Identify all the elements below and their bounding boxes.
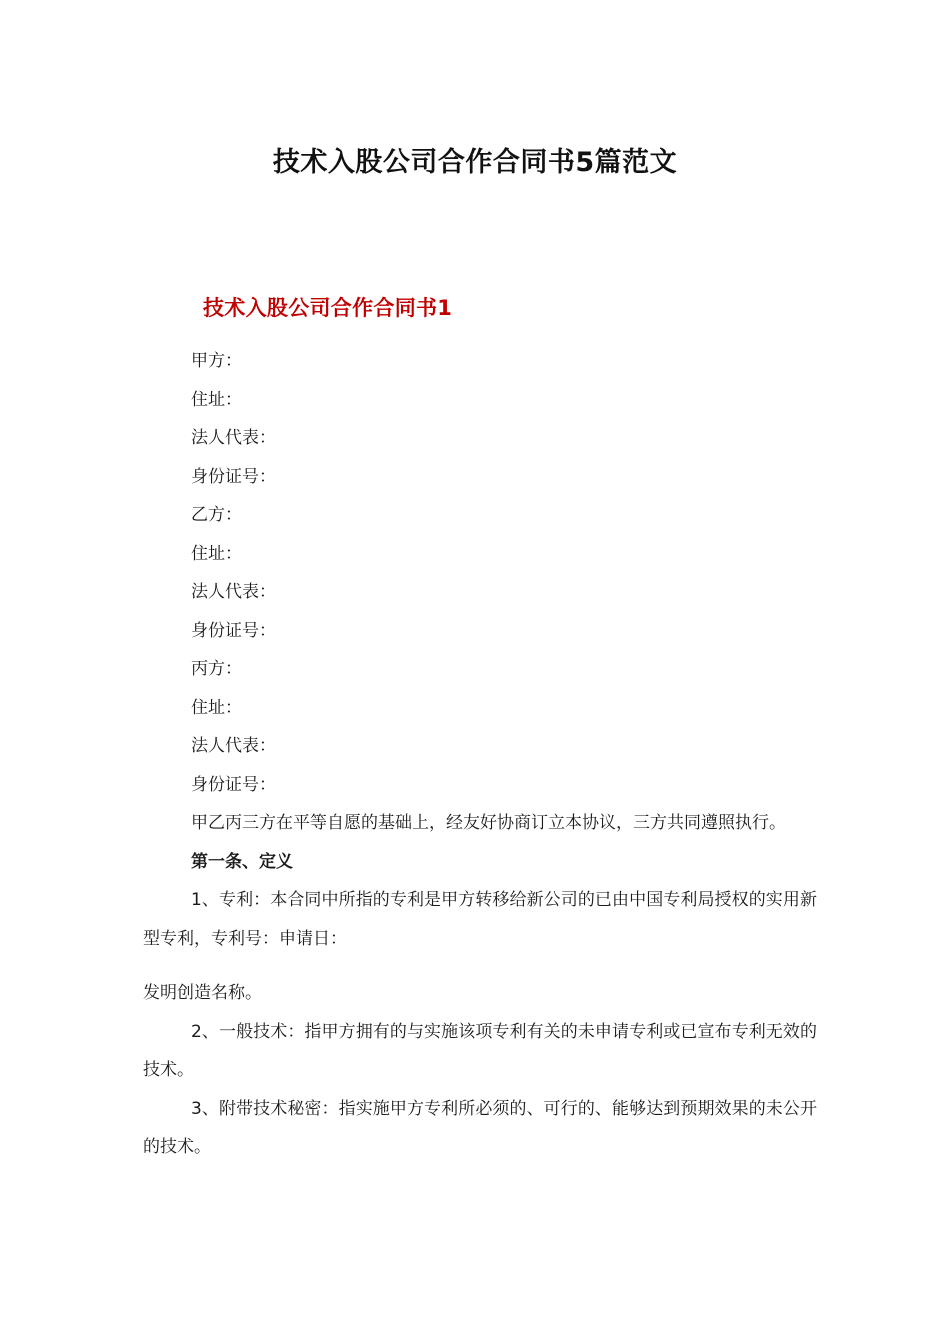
party-c-id-label: 身份证号：	[191, 774, 276, 795]
party-b-label: 乙方：	[191, 505, 242, 525]
document-title: 技术入股公司合作合同书5篇范文	[272, 147, 678, 178]
paragraph-spacer	[143, 958, 817, 974]
party-a-id-label: 身份证号：	[191, 466, 276, 487]
clause-1-continuation: 发明创造名称。	[143, 983, 262, 1003]
clause-3-paragraph: 3、附带技术秘密：指实施甲方专利所必须的、可行的、能够达到预期效果的未公开的技术。	[143, 1098, 817, 1157]
party-b-representative-label: 法人代表：	[191, 582, 276, 602]
party-b-address-label: 住址：	[191, 543, 242, 564]
contract-body	[143, 342, 817, 1167]
party-c-representative-label: 法人代表：	[191, 736, 276, 756]
article-1-heading: 第一条、定义	[191, 851, 293, 872]
section-title: 技术入股公司合作合同书1	[203, 296, 453, 320]
party-a-address-label: 住址：	[191, 389, 242, 410]
intro-paragraph: 甲乙丙三方在平等自愿的基础上，经友好协商订立本协议，三方共同遵照执行。	[191, 813, 786, 833]
party-a-label: 甲方：	[191, 351, 242, 371]
clause-1-paragraph: 1、专利：本合同中所指的专利是甲方转移给新公司的已由中国专利局授权的实用新型专利，专利号：申请日：	[143, 890, 817, 949]
party-c-address-label: 住址：	[191, 697, 242, 718]
clause-2-paragraph: 2、一般技术：指甲方拥有的与实施该项专利有关的未申请专利或已宣布专利无效的技术。	[143, 1021, 817, 1080]
party-a-representative-label: 法人代表：	[191, 428, 276, 448]
party-c-label: 丙方：	[191, 659, 242, 679]
party-b-id-label: 身份证号：	[191, 620, 276, 641]
